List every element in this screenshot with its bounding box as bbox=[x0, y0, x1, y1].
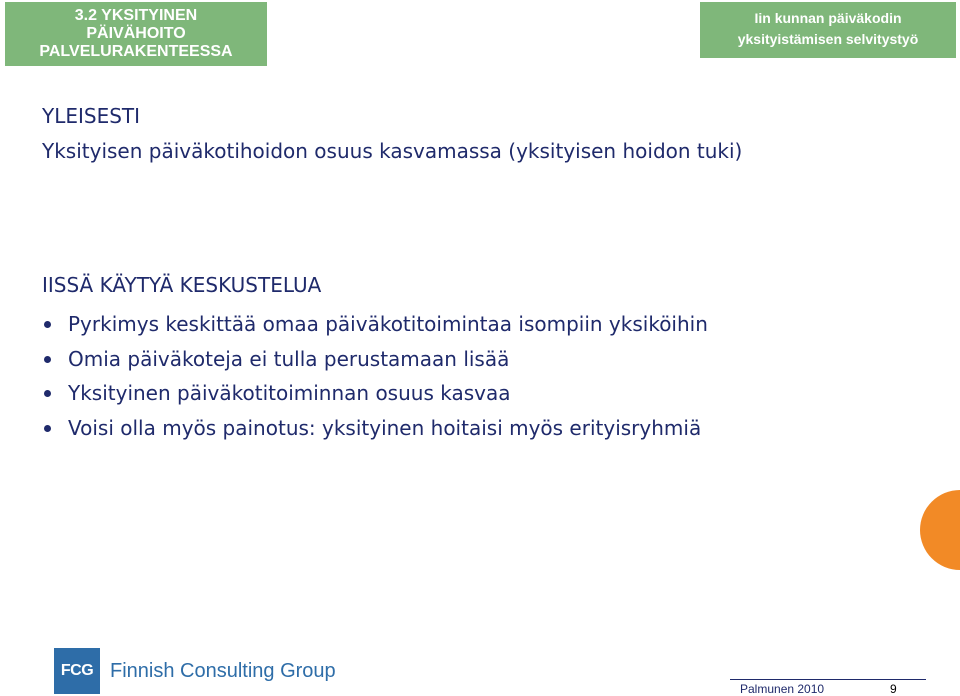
list-item bbox=[42, 376, 708, 411]
company-logo bbox=[54, 648, 336, 694]
bullet-icon bbox=[44, 321, 51, 328]
company-name: Finnish Consulting Group bbox=[110, 659, 336, 682]
discussion-bullet-list bbox=[42, 307, 708, 445]
section-title-line-3: PALVELURAKENTEESSA bbox=[39, 43, 233, 60]
list-item-text: Omia päiväkoteja ei tulla perustamaan lisää bbox=[68, 346, 510, 371]
document-title-line-2: yksityistämisen selvitystyö bbox=[737, 31, 919, 47]
decorative-orange-circle bbox=[920, 490, 960, 570]
list-item-text: Voisi olla myös painotus: yksityinen hoitaisi myös erityisryhmiä bbox=[68, 415, 702, 440]
bullet-icon bbox=[44, 390, 51, 397]
footer-divider bbox=[730, 679, 926, 680]
section-title-line-1: 3.2 YKSITYINEN bbox=[74, 7, 198, 24]
bullet-icon bbox=[44, 425, 51, 432]
list-item-text: Pyrkimys keskittää omaa päiväkotitoimintaa isompiin yksiköihin bbox=[68, 312, 708, 336]
bullet-icon bbox=[44, 356, 51, 363]
list-item bbox=[42, 342, 708, 377]
heading-discussion: IISSÄ KÄYTYÄ KESKUSTELUA bbox=[42, 273, 322, 297]
list-item-text: Yksityinen päiväkotitoiminnan osuus kasvaa bbox=[68, 381, 511, 405]
document-title-line-1: Iin kunnan päiväkodin bbox=[754, 10, 902, 26]
section-title-line-2: PÄIVÄHOITO bbox=[86, 25, 186, 42]
footer-author: Palmunen 2010 bbox=[740, 682, 825, 696]
section-title-badge bbox=[5, 2, 267, 66]
list-item bbox=[42, 411, 708, 446]
heading-general: YLEISESTI bbox=[42, 104, 141, 128]
page-number: 9 bbox=[890, 682, 897, 696]
fcg-logo-mark: FCG bbox=[54, 648, 100, 694]
list-item bbox=[42, 307, 708, 342]
document-title-badge bbox=[700, 2, 956, 58]
general-statement: Yksityisen päiväkotihoidon osuus kasvamassa (yksityisen hoidon tuki) bbox=[42, 139, 743, 163]
